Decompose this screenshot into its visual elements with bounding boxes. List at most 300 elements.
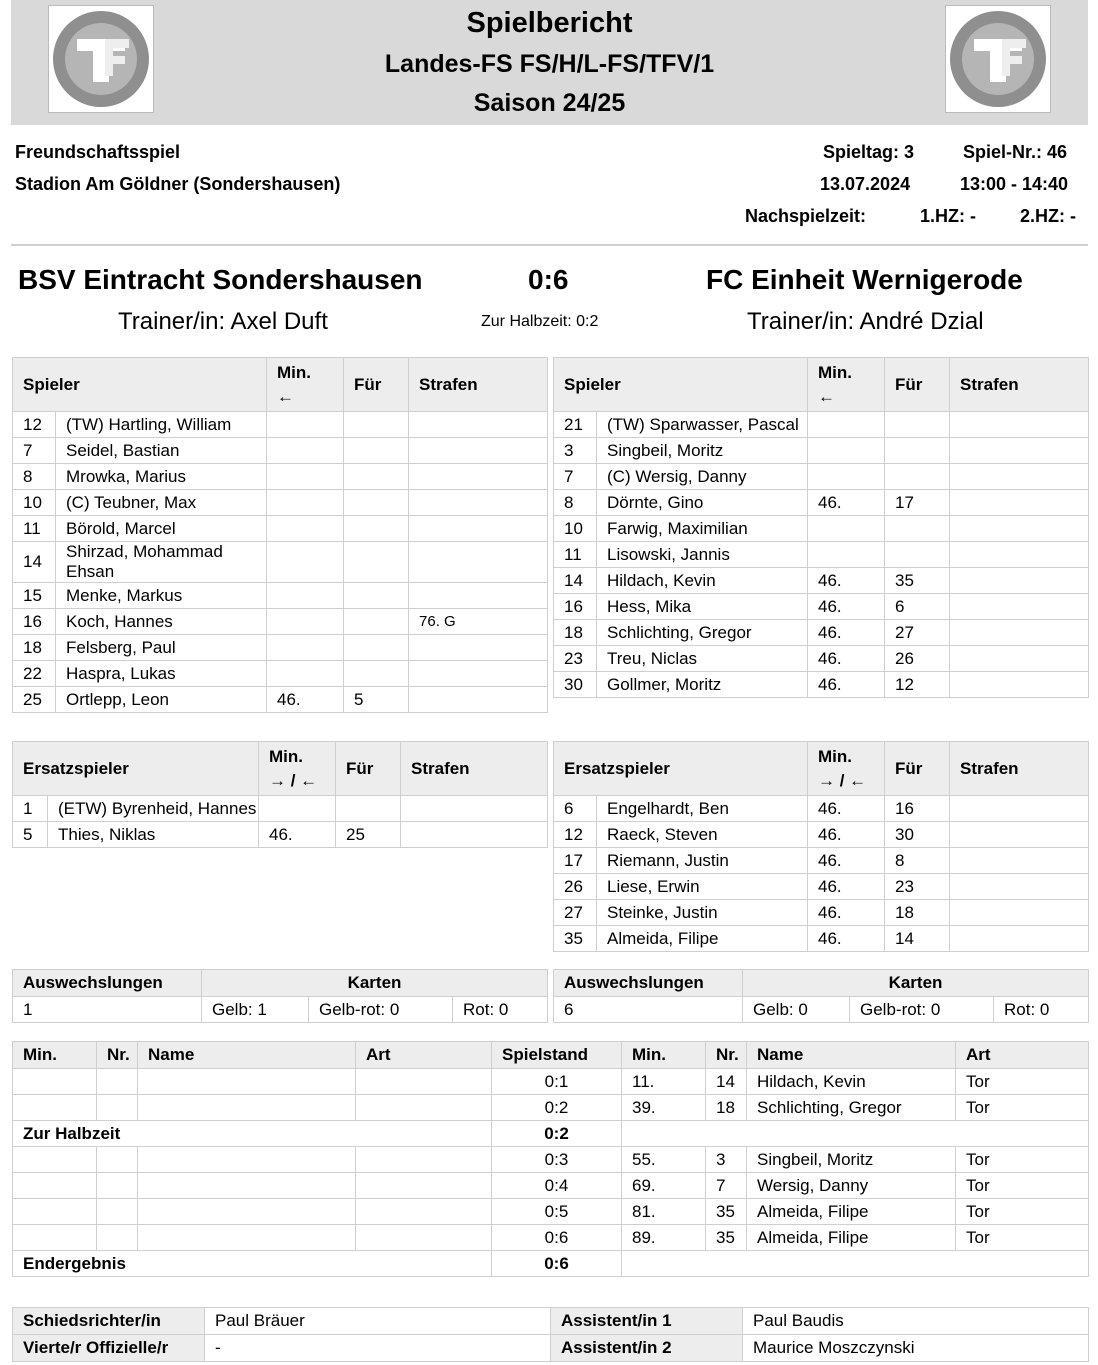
player-replaced-number: 27 xyxy=(885,620,950,646)
subs-count: 1 xyxy=(13,997,202,1023)
player-penalty xyxy=(950,438,1089,464)
player-penalty xyxy=(950,490,1089,516)
away-event-type: Tor xyxy=(956,1069,1089,1095)
player-number: 23 xyxy=(554,646,597,672)
event-row xyxy=(13,1069,1089,1095)
away-event-nr: 18 xyxy=(706,1095,747,1121)
player-replaced-number: 6 xyxy=(885,594,950,620)
officials-table xyxy=(12,1307,1089,1362)
player-number: 30 xyxy=(554,672,597,698)
away-event-minute: 11. xyxy=(622,1069,706,1095)
event-row xyxy=(13,1173,1089,1199)
yellow-cards: Gelb: 0 xyxy=(743,997,850,1023)
player-minute xyxy=(267,583,344,609)
player-row xyxy=(13,796,548,822)
home-event-minute xyxy=(13,1199,97,1225)
player-name: Engelhardt, Ben xyxy=(597,796,808,822)
player-penalty xyxy=(950,568,1089,594)
player-number: 8 xyxy=(554,490,597,516)
player-name: Börold, Marcel xyxy=(56,516,267,542)
player-name: Farwig, Maximilian xyxy=(597,516,808,542)
event-row xyxy=(13,1225,1089,1251)
player-name: Menke, Markus xyxy=(56,583,267,609)
away-event-minute: 55. xyxy=(622,1147,706,1173)
home-event-minute xyxy=(13,1173,97,1199)
player-minute: 46. xyxy=(808,796,885,822)
away-event-name: Almeida, Filipe xyxy=(747,1225,956,1251)
player-number: 11 xyxy=(554,542,597,568)
player-name: Almeida, Filipe xyxy=(597,926,808,952)
league-name: Landes-FS FS/H/L-FS/TFV/1 xyxy=(384,50,715,78)
player-name: Gollmer, Moritz xyxy=(597,672,808,698)
home-nr-header: Nr. xyxy=(97,1042,138,1069)
player-penalty xyxy=(950,822,1089,848)
away-event-name: Schlichting, Gregor xyxy=(747,1095,956,1121)
player-minute: 46. xyxy=(808,568,885,594)
player-penalty xyxy=(950,594,1089,620)
player-replaced-number xyxy=(344,412,409,438)
minute-col-header: Min. ← xyxy=(267,358,344,412)
player-row xyxy=(554,516,1089,542)
match-events-table xyxy=(12,1041,1089,1277)
player-penalty xyxy=(950,796,1089,822)
player-row xyxy=(554,542,1089,568)
home-event-nr xyxy=(97,1199,138,1225)
event-row xyxy=(13,1147,1089,1173)
away-event-nr: 35 xyxy=(706,1199,747,1225)
player-row xyxy=(13,438,548,464)
player-minute xyxy=(267,438,344,464)
event-row xyxy=(13,1095,1089,1121)
player-penalty xyxy=(950,672,1089,698)
player-replaced-number: 25 xyxy=(336,822,401,848)
away-event-minute: 39. xyxy=(622,1095,706,1121)
player-penalty xyxy=(401,796,548,822)
player-penalty xyxy=(409,412,548,438)
away-event-nr: 7 xyxy=(706,1173,747,1199)
player-penalty xyxy=(409,464,548,490)
player-replaced-number: 17 xyxy=(885,490,950,516)
yellow-cards: Gelb: 1 xyxy=(202,997,309,1023)
home-event-type xyxy=(356,1199,492,1225)
red-cards: Rot: 0 xyxy=(453,997,548,1023)
minute-col-header: Min. ← xyxy=(808,358,885,412)
away-subs-table xyxy=(553,741,1089,952)
minute-col-header: Min. → / ← xyxy=(259,742,336,796)
home-summary-table xyxy=(12,969,548,1023)
home-event-name xyxy=(138,1225,356,1251)
player-penalty xyxy=(950,464,1089,490)
venue: Stadion Am Göldner (Sondershausen) xyxy=(15,174,341,194)
away-team-name: FC Einheit Wernigerode xyxy=(706,264,1023,295)
player-minute: 46. xyxy=(808,822,885,848)
player-minute: 46. xyxy=(808,874,885,900)
player-number: 8 xyxy=(13,464,56,490)
player-name: Treu, Niclas xyxy=(597,646,808,672)
player-minute: 46. xyxy=(267,687,344,713)
player-number: 7 xyxy=(13,438,56,464)
home-event-name xyxy=(138,1173,356,1199)
player-penalty xyxy=(950,542,1089,568)
final-score: 0:6 xyxy=(528,264,569,295)
player-number: 18 xyxy=(13,635,56,661)
home-event-type xyxy=(356,1225,492,1251)
halftime-score: Zur Halbzeit: 0:2 xyxy=(481,313,599,330)
player-row xyxy=(13,542,548,583)
player-number: 26 xyxy=(554,874,597,900)
player-minute xyxy=(267,516,344,542)
player-penalty xyxy=(409,438,548,464)
player-row xyxy=(13,661,548,687)
player-replaced-number xyxy=(885,542,950,568)
player-penalty xyxy=(950,516,1089,542)
away-type-header: Art xyxy=(956,1042,1089,1069)
season: Saison 24/25 xyxy=(473,89,626,117)
away-event-type: Tor xyxy=(956,1173,1089,1199)
player-row xyxy=(13,464,548,490)
red-cards: Rot: 0 xyxy=(994,997,1089,1023)
event-score: 0:4 xyxy=(492,1173,622,1199)
player-name: Raeck, Steven xyxy=(597,822,808,848)
matchday: Spieltag: 3 xyxy=(823,142,915,162)
player-replaced-number: 12 xyxy=(885,672,950,698)
home-event-type xyxy=(356,1173,492,1199)
away-event-name: Singbeil, Moritz xyxy=(747,1147,956,1173)
player-replaced-number xyxy=(336,796,401,822)
player-name: Mrowka, Marius xyxy=(56,464,267,490)
home-event-nr xyxy=(97,1147,138,1173)
player-number: 10 xyxy=(554,516,597,542)
player-minute xyxy=(808,438,885,464)
yellow-red-cards: Gelb-rot: 0 xyxy=(309,997,453,1023)
player-name: Dörnte, Gino xyxy=(597,490,808,516)
event-score: 0:3 xyxy=(492,1147,622,1173)
player-penalty xyxy=(409,635,548,661)
home-event-nr xyxy=(97,1225,138,1251)
player-replaced-number: 26 xyxy=(885,646,950,672)
referee-name: Paul Bräuer xyxy=(205,1308,551,1335)
event-score: 0:6 xyxy=(492,1225,622,1251)
minute-col-header: Min. → / ← xyxy=(808,742,885,796)
away-event-nr: 35 xyxy=(706,1225,747,1251)
player-replaced-number xyxy=(344,438,409,464)
player-name: Haspra, Lukas xyxy=(56,661,267,687)
event-score: 0:2 xyxy=(492,1095,622,1121)
away-event-name: Wersig, Danny xyxy=(747,1173,956,1199)
player-minute: 46. xyxy=(259,822,336,848)
home-subs-table xyxy=(12,741,548,848)
player-penalty xyxy=(950,620,1089,646)
player-replaced-number xyxy=(885,412,950,438)
player-row xyxy=(554,594,1089,620)
player-replaced-number xyxy=(344,464,409,490)
player-number: 12 xyxy=(13,412,56,438)
player-col-header: Spieler xyxy=(13,358,267,412)
player-penalty xyxy=(409,516,548,542)
player-row xyxy=(554,900,1089,926)
player-minute xyxy=(267,635,344,661)
home-event-nr xyxy=(97,1173,138,1199)
for-col-header: Für xyxy=(885,358,950,412)
event-score: 0:5 xyxy=(492,1199,622,1225)
home-event-name xyxy=(138,1147,356,1173)
away-event-minute: 69. xyxy=(622,1173,706,1199)
player-replaced-number xyxy=(344,609,409,635)
report-header xyxy=(11,0,1088,125)
away-summary-table xyxy=(553,969,1089,1023)
player-number: 11 xyxy=(13,516,56,542)
sub-col-header: Ersatzspieler xyxy=(554,742,808,796)
assistant1-label: Assistent/in 1 xyxy=(551,1308,743,1335)
player-minute xyxy=(808,516,885,542)
player-row xyxy=(554,796,1089,822)
player-number: 35 xyxy=(554,926,597,952)
player-minute: 46. xyxy=(808,646,885,672)
player-name: Singbeil, Moritz xyxy=(597,438,808,464)
yellow-red-cards: Gelb-rot: 0 xyxy=(850,997,994,1023)
player-replaced-number: 8 xyxy=(885,848,950,874)
player-replaced-number xyxy=(344,583,409,609)
player-name: Hildach, Kevin xyxy=(597,568,808,594)
player-row xyxy=(13,490,548,516)
player-name: Hess, Mika xyxy=(597,594,808,620)
player-replaced-number xyxy=(344,542,409,583)
subs-count-header: Auswechslungen xyxy=(13,970,202,997)
player-name: Riemann, Justin xyxy=(597,848,808,874)
player-replaced-number: 30 xyxy=(885,822,950,848)
referee-label: Schiedsrichter/in xyxy=(13,1308,205,1335)
player-penalty xyxy=(950,926,1089,952)
player-row xyxy=(13,822,548,848)
player-penalty xyxy=(950,874,1089,900)
player-number: 6 xyxy=(554,796,597,822)
player-penalty xyxy=(950,646,1089,672)
player-minute: 46. xyxy=(808,490,885,516)
home-event-name xyxy=(138,1069,356,1095)
player-number: 14 xyxy=(554,568,597,594)
player-name: (TW) Hartling, William xyxy=(56,412,267,438)
player-name: Ortlepp, Leon xyxy=(56,687,267,713)
player-row xyxy=(13,609,548,635)
event-stage-label: Endergebnis xyxy=(13,1251,492,1277)
divider xyxy=(11,244,1088,246)
report-title: Spielbericht xyxy=(466,7,633,39)
player-row xyxy=(554,926,1089,952)
player-number: 22 xyxy=(13,661,56,687)
player-number: 10 xyxy=(13,490,56,516)
player-penalty xyxy=(409,542,548,583)
player-minute: 46. xyxy=(808,594,885,620)
player-row xyxy=(554,490,1089,516)
player-number: 18 xyxy=(554,620,597,646)
cards-header: Karten xyxy=(202,970,548,997)
player-replaced-number xyxy=(344,490,409,516)
player-penalty xyxy=(950,412,1089,438)
player-row xyxy=(13,583,548,609)
event-score: 0:6 xyxy=(492,1251,622,1277)
away-event-minute: 81. xyxy=(622,1199,706,1225)
home-event-type xyxy=(356,1095,492,1121)
player-minute: 46. xyxy=(808,926,885,952)
away-lineup-table xyxy=(553,357,1089,698)
away-nr-header: Nr. xyxy=(706,1042,747,1069)
event-stage-label: Zur Halbzeit xyxy=(13,1121,492,1147)
player-minute: 46. xyxy=(808,672,885,698)
player-name: Seidel, Bastian xyxy=(56,438,267,464)
player-penalty xyxy=(401,822,548,848)
player-minute xyxy=(808,412,885,438)
match-type: Freundschaftsspiel xyxy=(15,142,181,162)
extra-time-second-half: 2.HZ: - xyxy=(1020,206,1076,226)
away-event-type: Tor xyxy=(956,1199,1089,1225)
player-minute: 46. xyxy=(808,900,885,926)
home-event-minute xyxy=(13,1095,97,1121)
player-penalty: 76. G xyxy=(409,609,548,635)
player-name: (C) Wersig, Danny xyxy=(597,464,808,490)
player-minute xyxy=(259,796,336,822)
assistant2-name: Maurice Moszczynski xyxy=(743,1335,1089,1362)
penalties-col-header: Strafen xyxy=(950,742,1089,796)
cards-header: Karten xyxy=(743,970,1089,997)
player-penalty xyxy=(950,900,1089,926)
home-name-header: Name xyxy=(138,1042,356,1069)
player-replaced-number xyxy=(885,464,950,490)
player-minute xyxy=(267,412,344,438)
player-row xyxy=(13,516,548,542)
for-col-header: Für xyxy=(885,742,950,796)
assistant1-name: Paul Baudis xyxy=(743,1308,1089,1335)
subs-count: 6 xyxy=(554,997,743,1023)
player-minute xyxy=(267,490,344,516)
player-row xyxy=(554,464,1089,490)
player-row xyxy=(554,620,1089,646)
player-name: Felsberg, Paul xyxy=(56,635,267,661)
event-row xyxy=(13,1121,1089,1147)
player-replaced-number: 18 xyxy=(885,900,950,926)
home-team-name: BSV Eintracht Sondershausen xyxy=(18,264,423,295)
player-replaced-number xyxy=(344,516,409,542)
penalties-col-header: Strafen xyxy=(409,358,548,412)
player-row xyxy=(554,438,1089,464)
extra-time-first-half: 1.HZ: - xyxy=(920,206,976,226)
player-number: 16 xyxy=(554,594,597,620)
player-replaced-number: 5 xyxy=(344,687,409,713)
player-minute xyxy=(267,609,344,635)
player-name: Lisowski, Jannis xyxy=(597,542,808,568)
player-row xyxy=(554,848,1089,874)
event-score: 0:2 xyxy=(492,1121,622,1147)
home-coach: Trainer/in: Axel Duft xyxy=(118,308,328,335)
player-number: 7 xyxy=(554,464,597,490)
sub-col-header: Ersatzspieler xyxy=(13,742,259,796)
player-minute: 46. xyxy=(808,848,885,874)
player-row xyxy=(554,568,1089,594)
player-number: 27 xyxy=(554,900,597,926)
penalties-col-header: Strafen xyxy=(401,742,548,796)
player-row xyxy=(554,874,1089,900)
player-number: 14 xyxy=(13,542,56,583)
player-replaced-number: 14 xyxy=(885,926,950,952)
extra-time-label: Nachspielzeit: xyxy=(745,206,867,226)
player-name: (C) Teubner, Max xyxy=(56,490,267,516)
player-name: Schlichting, Gregor xyxy=(597,620,808,646)
for-col-header: Für xyxy=(344,358,409,412)
home-event-type xyxy=(356,1069,492,1095)
away-name-header: Name xyxy=(747,1042,956,1069)
match-number: Spiel-Nr.: 46 xyxy=(963,142,1068,162)
player-number: 1 xyxy=(13,796,48,822)
event-row xyxy=(13,1251,1089,1277)
event-empty xyxy=(622,1251,1089,1277)
assistant2-label: Assistent/in 2 xyxy=(551,1335,743,1362)
player-penalty xyxy=(409,687,548,713)
player-replaced-number: 35 xyxy=(885,568,950,594)
home-type-header: Art xyxy=(356,1042,492,1069)
player-row xyxy=(13,687,548,713)
player-penalty xyxy=(409,583,548,609)
player-row xyxy=(554,672,1089,698)
player-number: 12 xyxy=(554,822,597,848)
event-row xyxy=(13,1199,1089,1225)
home-event-minute xyxy=(13,1225,97,1251)
home-minute-header: Min. xyxy=(13,1042,97,1069)
penalties-col-header: Strafen xyxy=(950,358,1089,412)
home-event-name xyxy=(138,1095,356,1121)
home-event-name xyxy=(138,1199,356,1225)
home-lineup-table xyxy=(12,357,548,713)
player-row xyxy=(13,412,548,438)
away-minute-header: Min. xyxy=(622,1042,706,1069)
player-row xyxy=(554,412,1089,438)
away-event-type: Tor xyxy=(956,1225,1089,1251)
away-coach: Trainer/in: André Dzial xyxy=(747,308,984,335)
away-event-nr: 14 xyxy=(706,1069,747,1095)
player-name: Thies, Niklas xyxy=(48,822,259,848)
match-time: 13:00 - 14:40 xyxy=(960,174,1069,194)
player-replaced-number xyxy=(344,661,409,687)
player-name: Koch, Hannes xyxy=(56,609,267,635)
match-date: 13.07.2024 xyxy=(820,174,911,194)
player-name: (ETW) Byrenheid, Hannes xyxy=(48,796,259,822)
player-number: 21 xyxy=(554,412,597,438)
player-minute xyxy=(267,661,344,687)
for-col-header: Für xyxy=(336,742,401,796)
player-col-header: Spieler xyxy=(554,358,808,412)
away-event-type: Tor xyxy=(956,1147,1089,1173)
player-replaced-number xyxy=(344,635,409,661)
player-minute: 46. xyxy=(808,620,885,646)
away-event-nr: 3 xyxy=(706,1147,747,1173)
score-header: Spielstand xyxy=(492,1042,622,1069)
player-number: 25 xyxy=(13,687,56,713)
player-name: Shirzad, Mohammad Ehsan xyxy=(56,542,267,583)
player-replaced-number: 23 xyxy=(885,874,950,900)
player-minute xyxy=(267,464,344,490)
player-name: Liese, Erwin xyxy=(597,874,808,900)
player-row xyxy=(554,646,1089,672)
player-number: 5 xyxy=(13,822,48,848)
fourth-official-label: Vierte/r Offizielle/r xyxy=(13,1335,205,1362)
player-row xyxy=(554,822,1089,848)
home-event-type xyxy=(356,1147,492,1173)
player-number: 3 xyxy=(554,438,597,464)
player-penalty xyxy=(950,848,1089,874)
subs-count-header: Auswechslungen xyxy=(554,970,743,997)
player-name: Steinke, Justin xyxy=(597,900,808,926)
player-row xyxy=(13,635,548,661)
away-event-name: Hildach, Kevin xyxy=(747,1069,956,1095)
player-replaced-number: 16 xyxy=(885,796,950,822)
